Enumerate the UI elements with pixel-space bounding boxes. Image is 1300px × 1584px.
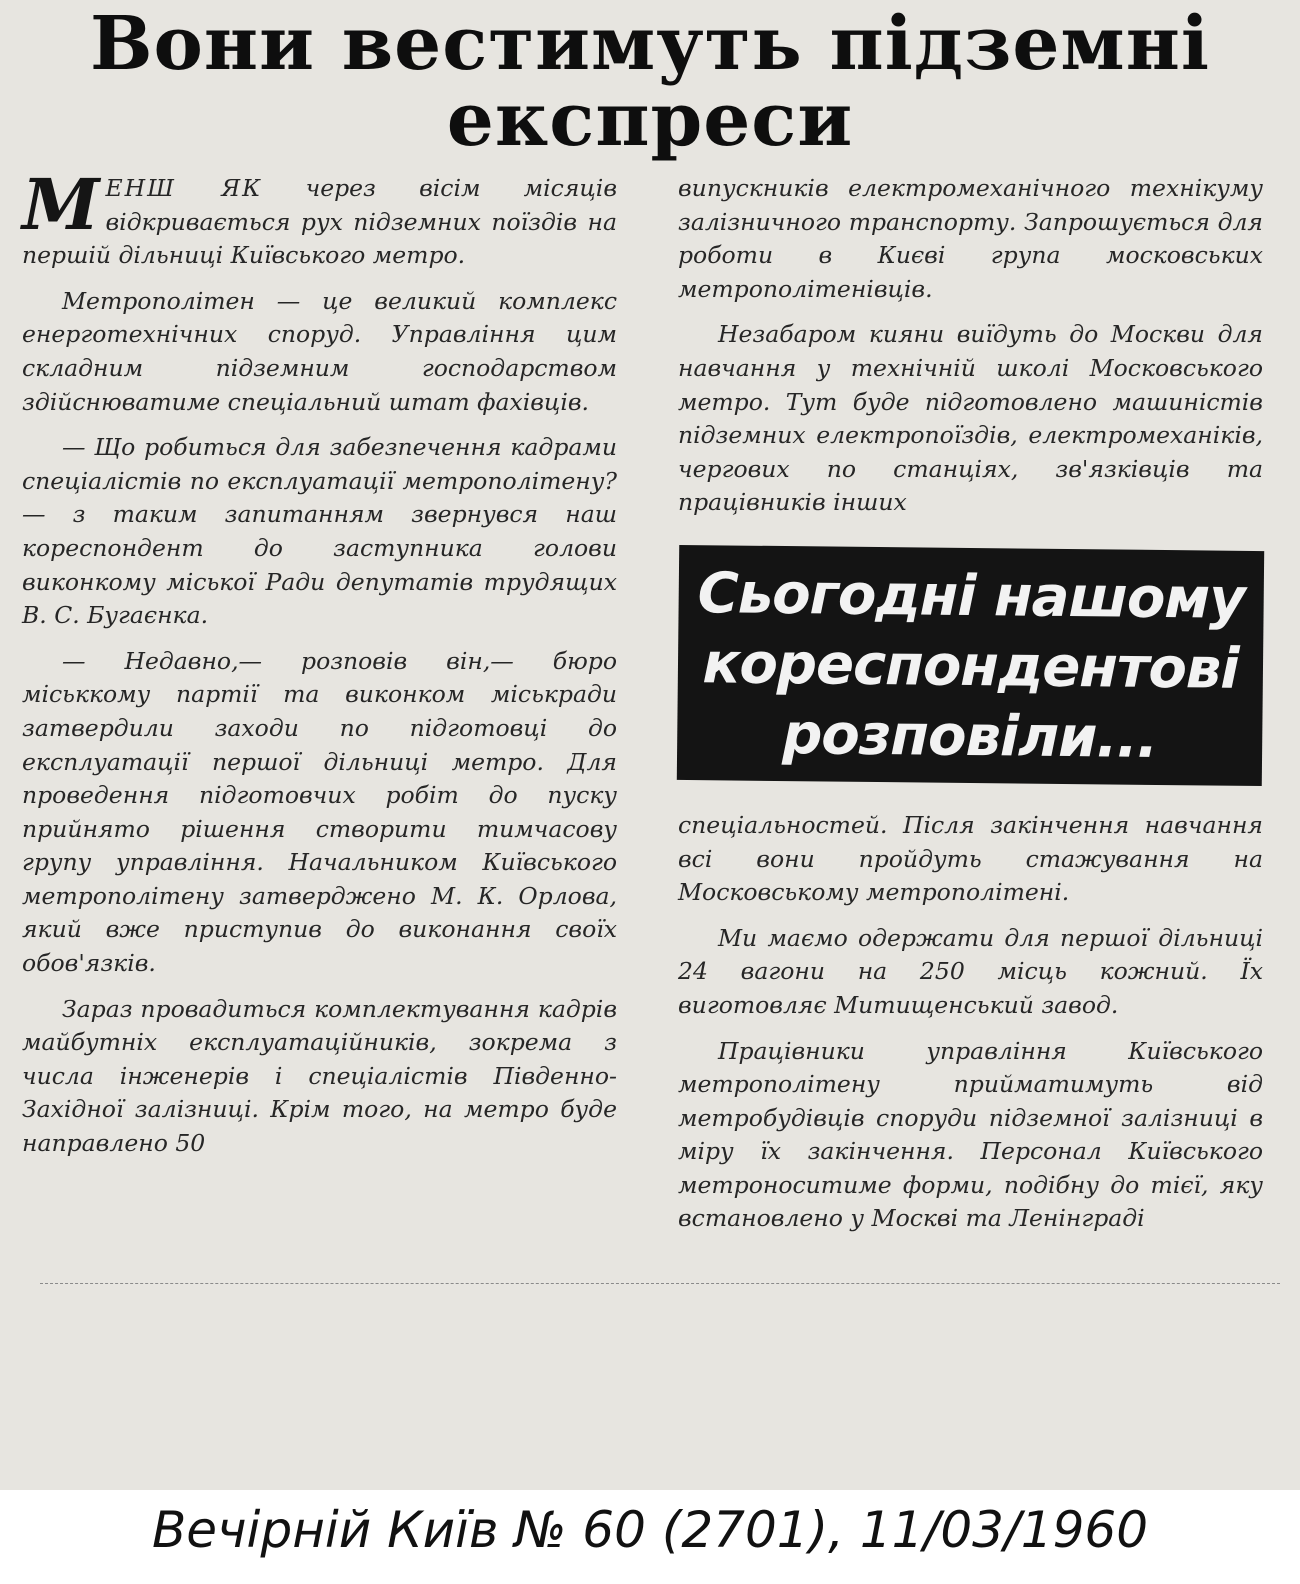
paragraph: — Що робиться для забезпечення кадрами спеціалістів по експлуатації метрополітену? — з таким запитанням звернувся наш кореспондент до заступника голови виконкому міської Ради депутатів трудящих В. С. Бугаєнка. bbox=[22, 433, 617, 630]
rubric-banner bbox=[677, 545, 1264, 786]
lead-words: ЕНШ ЯК bbox=[105, 174, 263, 202]
paragraph-lead bbox=[22, 163, 617, 273]
article-headline: Вони вестимуть підземні експреси bbox=[90, 1, 1210, 163]
fold-line bbox=[40, 1283, 1280, 1284]
paragraph: випускників електромеханічного технікуму залізничного транспорту. Запрошується для роботи в Києві група московських метрополітенівців. bbox=[678, 174, 1263, 303]
rubric-line: кореспондентові bbox=[702, 631, 1239, 702]
left-column bbox=[22, 163, 617, 1173]
paragraph: Метрополітен — це великий комплекс енерготехнічних споруд. Управління цим складним підземним господарством здійснюватиме спеціальний штат фахівців. bbox=[22, 286, 617, 416]
rubric-line: Сьогодні нашому bbox=[697, 561, 1246, 632]
lead-text: через вісім місяців відкривається рух підземних поїздів на першій дільниці Київського метро. bbox=[22, 174, 617, 270]
source-caption: Вечірній Київ № 60 (2701), 11/03/1960 bbox=[151, 1501, 1149, 1559]
paragraph: Ми маємо одержати для першої дільниці 24 вагони на 250 місць кожний. Їх виготовляє Митищенський завод. bbox=[678, 923, 1263, 1019]
paragraph: спеціальностей. Після закінчення навчання всі вони пройдуть стажування на Московському метрополітені. bbox=[678, 810, 1263, 907]
paragraph: — Недавно,— розповів він,— бюро міськкому партії та виконком міськради затвердили заходи по підготовці до експлуатації першої дільниці метро. Для проведення підготовчих робіт до пуску прийнято рішення створити тимчасову групу управління. Начальником Київського метрополітену затверджено М. К. Орлова, який вже приступив до виконання своїх обов'язків. bbox=[22, 646, 617, 978]
rubric-line: розповіли... bbox=[781, 701, 1158, 771]
paragraph: Зараз провадиться комплектування кадрів майбутніх експлуатаційників, зокрема з числа інженерів і спеціалістів Південно-Західної залізниці. Крім того, на метро буде направлено 50 bbox=[22, 994, 617, 1158]
paragraph: Працівники управління Київського метрополітену прийматимуть від метробудівців споруди підземної залізниці в міру їх закінчення. Персонал Київського метроноситиме форми, подібну до тієї, яку встановлено у Москві та Ленінграді bbox=[678, 1036, 1263, 1233]
drop-cap: М bbox=[22, 163, 100, 246]
right-column bbox=[678, 172, 1263, 1248]
paragraph: Незабаром кияни виїдуть до Москви для навчання у технічній школі Московського метро. Тут буде підготовлено машиністів підземних електропоїздів, електромеханіків, чергових по станціях, зв'язківців та працівників інших bbox=[678, 320, 1263, 517]
